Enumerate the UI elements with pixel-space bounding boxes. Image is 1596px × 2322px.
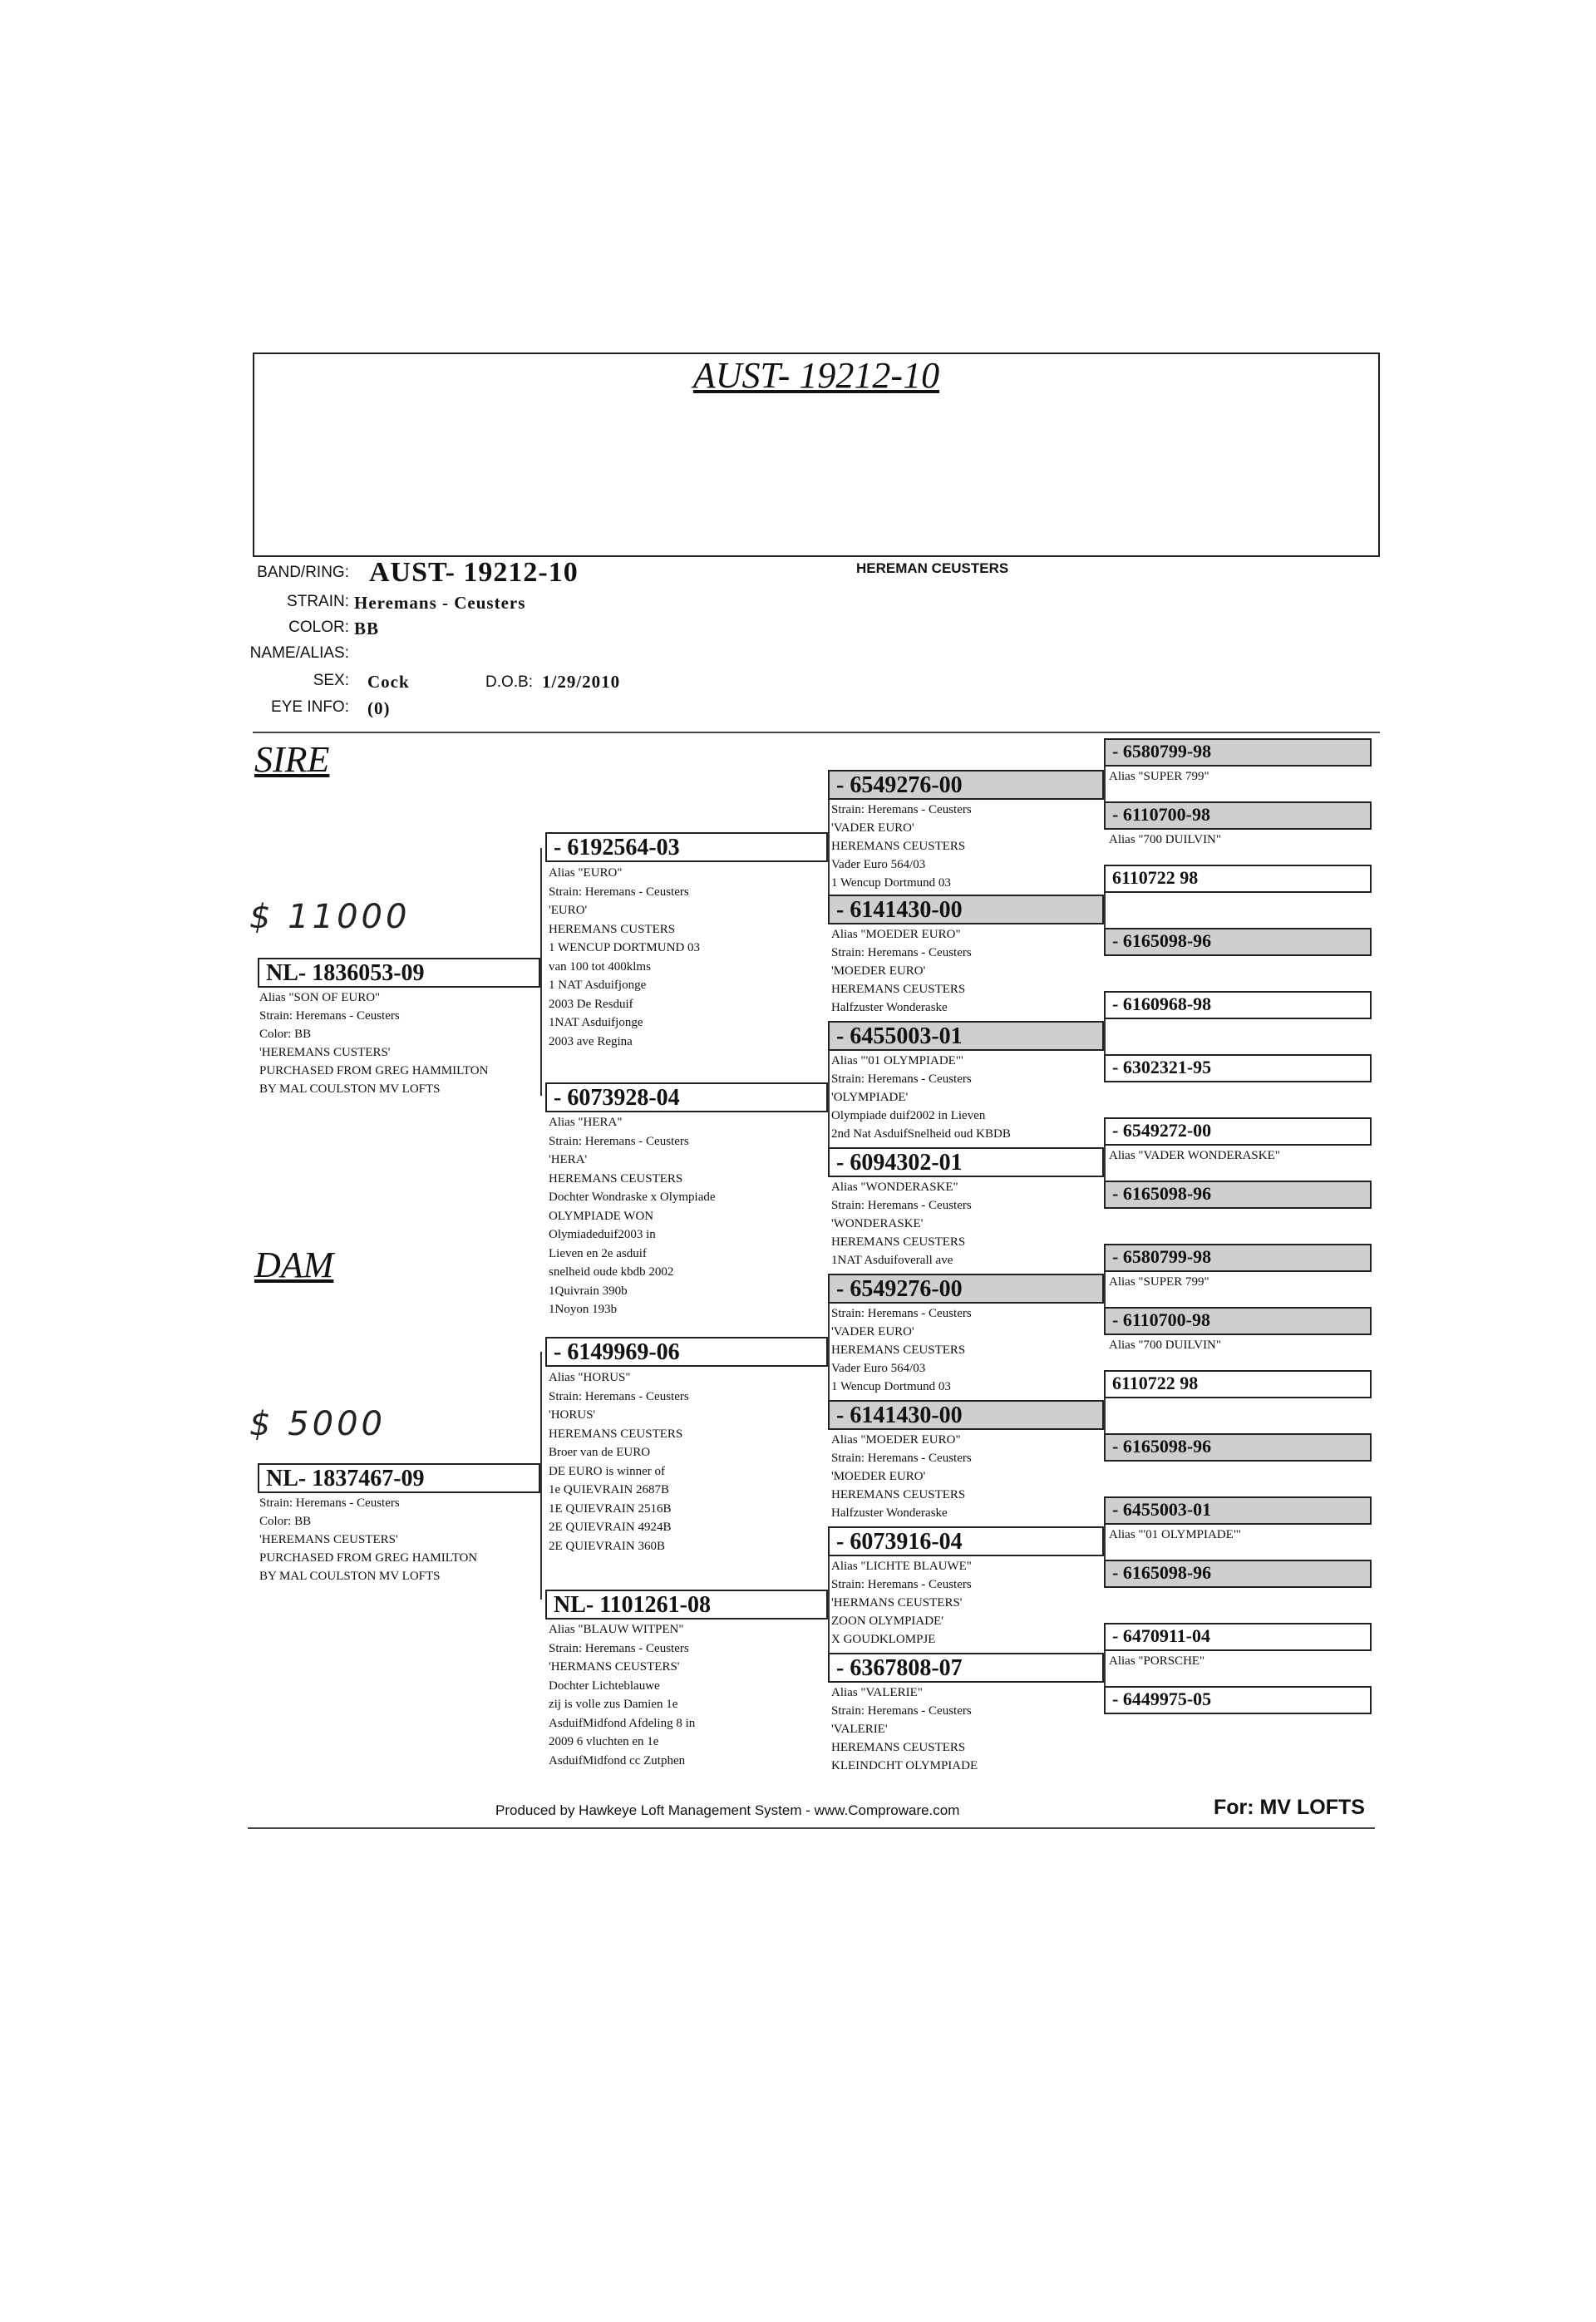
gen2-info-line: 1Quivrain 390b xyxy=(549,1284,628,1298)
gen2-info xyxy=(549,1113,716,1319)
gen2-info-line: Strain: Heremans - Ceusters xyxy=(549,1389,689,1403)
page-title: AUST- 19212-10 xyxy=(692,355,940,396)
dam-ring-box: NL- 1837467-09 xyxy=(258,1463,540,1493)
sire-price: $ 11000 xyxy=(249,898,411,936)
gen2-info-line: 2003 ave Regina xyxy=(549,1034,633,1048)
gen3-info-line: HEREMANS CEUSTERS xyxy=(831,1741,966,1754)
gen4-ring-box: - 6165098-96 xyxy=(1104,1433,1372,1462)
gen4-ring-box: - 6110700-98 xyxy=(1104,801,1372,830)
sire-section-label: SIRE xyxy=(254,739,330,780)
gen2-info-line: van 100 tot 400klms xyxy=(549,959,651,974)
gen3-ring-box: - 6141430-00 xyxy=(828,895,1104,924)
gen3-info-line: Strain: Heremans - Ceusters xyxy=(831,1199,972,1212)
gen2-info-line: 1 WENCUP DORTMUND 03 xyxy=(549,941,701,954)
gen2-info-line: OLYMPIADE WON xyxy=(549,1209,654,1223)
gen2-info-line: Dochter Wondraske x Olympiade xyxy=(549,1191,716,1204)
gen2-info-line: 1e QUIEVRAIN 2687B xyxy=(549,1483,669,1496)
gen3-info-line: 2nd Nat AsduifSnelheid oud KBDB xyxy=(831,1127,1011,1141)
gen3-info-line: Strain: Heremans - Ceusters xyxy=(831,946,972,959)
breeder-name: HEREMAN CEUSTERS xyxy=(856,560,1009,576)
gen3-info-line: Olympiade duif2002 in Lieven xyxy=(831,1109,986,1122)
gen2-ring-box: - 6149969-06 xyxy=(545,1337,828,1367)
gen4-alias: Alias "700 DUILVIN" xyxy=(1109,833,1222,846)
gen4-alias: Alias "'01 OLYMPIADE"' xyxy=(1109,1528,1241,1541)
sire-info-line: 'HEREMANS CUSTERS' xyxy=(259,1046,391,1059)
gen4-ring-box: - 6580799-98 xyxy=(1104,1244,1372,1272)
gen2-info-line: 'HORUS' xyxy=(549,1408,596,1422)
gen2-info-line: Broer van de EURO xyxy=(549,1446,651,1459)
gen2-info xyxy=(549,864,700,1051)
gen3-ring-box: - 6455003-01 xyxy=(828,1021,1104,1051)
gen2-info-line: AsduifMidfond Afdeling 8 in xyxy=(549,1716,696,1730)
gen3-info-line: HEREMANS CEUSTERS xyxy=(831,983,966,996)
sire-info-line: BY MAL COULSTON MV LOFTS xyxy=(259,1082,441,1096)
gen2-ring-box: - 6192564-03 xyxy=(545,832,828,862)
gen3-info-line: Vader Euro 564/03 xyxy=(831,1362,926,1375)
gen3-info-line: 'WONDERASKE' xyxy=(831,1217,924,1230)
gen2-info-line: Lieven en 2e asduif xyxy=(549,1246,647,1260)
gen4-ring-box: - 6449975-05 xyxy=(1104,1686,1372,1714)
gen3-info-line: 'OLYMPIADE' xyxy=(831,1091,909,1104)
gen3-info-line: Strain: Heremans - Ceusters xyxy=(831,803,972,816)
gen4-ring-box: - 6455003-01 xyxy=(1104,1496,1372,1525)
gen2-info-line: HEREMANS CEUSTERS xyxy=(549,1427,683,1441)
gen3-info-line: 'HERMANS CEUSTERS' xyxy=(831,1596,963,1610)
gen3-info-line: Alias "'01 OLYMPIADE"' xyxy=(831,1054,963,1067)
gen3-ring-box: - 6549276-00 xyxy=(828,770,1104,800)
gen3-info xyxy=(831,1052,1011,1143)
gen3-info xyxy=(831,1684,978,1775)
band-label: BAND/RING: xyxy=(257,564,349,581)
gen2-info-line: 'EURO' xyxy=(549,904,588,917)
gen3-info-line: 1NAT Asduifoverall ave xyxy=(831,1254,953,1267)
gen4-ring-box: - 6165098-96 xyxy=(1104,928,1372,956)
gen3-ring-box: - 6141430-00 xyxy=(828,1400,1104,1430)
connector-line xyxy=(826,785,830,910)
gen4-alias: Alias "PORSCHE" xyxy=(1109,1654,1205,1668)
band-value: AUST- 19212-10 xyxy=(369,557,579,588)
gen3-info-line: ZOON OLYMPIADE' xyxy=(831,1615,943,1628)
sire-info xyxy=(259,988,488,1098)
dam-section-label: DAM xyxy=(254,1245,334,1285)
gen2-info-line: Alias "BLAUW WITPEN" xyxy=(549,1623,684,1636)
gen2-info-line: HEREMANS CUSTERS xyxy=(549,922,676,936)
gen2-info-line: 1E QUIEVRAIN 2516B xyxy=(549,1501,672,1516)
gen2-info-line: zij is volle zus Damien 1e xyxy=(549,1698,678,1711)
gen3-info-line: 'MOEDER EURO' xyxy=(831,964,926,978)
gen3-info-line: Alias "LICHTE BLAUWE" xyxy=(831,1560,972,1573)
footer-for: For: MV LOFTS xyxy=(1214,1796,1365,1819)
sire-ring-box: NL- 1836053-09 xyxy=(258,958,540,988)
gen3-info xyxy=(831,801,972,892)
gen3-info-line: X GOUDKLOMPJE xyxy=(831,1633,936,1646)
dam-price: $ 5000 xyxy=(249,1405,386,1443)
footer-divider xyxy=(248,1827,1375,1829)
gen4-ring-box: - 6160968-98 xyxy=(1104,991,1372,1019)
dam-info-line: Strain: Heremans - Ceusters xyxy=(259,1496,400,1510)
gen3-info-line: Alias "WONDERASKE" xyxy=(831,1181,958,1194)
gen4-ring-box: - 6302321-95 xyxy=(1104,1054,1372,1082)
gen4-alias: Alias "SUPER 799" xyxy=(1109,1275,1209,1289)
dam-info-line: BY MAL COULSTON MV LOFTS xyxy=(259,1570,441,1583)
gen2-info xyxy=(549,1620,695,1770)
connector-line xyxy=(539,1352,542,1600)
gen2-info-line: Olymiadeduif2003 in xyxy=(549,1228,656,1241)
gen2-info-line: Strain: Heremans - Ceusters xyxy=(549,1641,689,1655)
sire-info-line: Strain: Heremans - Ceusters xyxy=(259,1009,400,1023)
gen4-ring-box: - 6165098-96 xyxy=(1104,1181,1372,1209)
gen3-info-line: 1 Wencup Dortmund 03 xyxy=(831,1380,951,1393)
gen2-ring-box: NL- 1101261-08 xyxy=(545,1590,828,1619)
gen3-info-line: HEREMANS CEUSTERS xyxy=(831,840,966,853)
gen2-info-line: 1Noyon 193b xyxy=(549,1303,618,1316)
gen2-info-line: AsduifMidfond cc Zutphen xyxy=(549,1753,686,1767)
gen3-info xyxy=(831,1178,972,1269)
sire-info-line: Alias "SON OF EURO" xyxy=(259,991,381,1004)
gen3-info xyxy=(831,925,972,1017)
gen2-info-line: 2009 6 vluchten en 1e xyxy=(549,1735,659,1748)
gen2-info-line: snelheid oude kbdb 2002 xyxy=(549,1265,674,1279)
gen3-info-line: KLEINDCHT OLYMPIADE xyxy=(831,1759,978,1772)
eye-label: EYE INFO: xyxy=(271,698,349,716)
gen2-info-line: 1 NAT Asduifjonge xyxy=(549,979,647,992)
gen3-info-line: Halfzuster Wonderaske xyxy=(831,1001,948,1014)
gen3-info-line: 1 Wencup Dortmund 03 xyxy=(831,876,951,890)
gen2-info-line: 2E QUIEVRAIN 360B xyxy=(549,1539,665,1553)
gen3-info-line: Strain: Heremans - Ceusters xyxy=(831,1704,972,1718)
gen3-info-line: 'VADER EURO' xyxy=(831,1325,914,1338)
dam-info-line: PURCHASED FROM GREG HAMILTON xyxy=(259,1551,478,1565)
connector-line xyxy=(539,848,542,1096)
gen2-info-line: 2003 De Resduif xyxy=(549,997,633,1011)
gen4-ring-box: - 6549272-00 xyxy=(1104,1117,1372,1146)
name-alias-label: NAME/ALIAS: xyxy=(249,644,349,662)
gen4-ring-box: - 6165098-96 xyxy=(1104,1560,1372,1588)
gen3-info-line: Halfzuster Wonderaske xyxy=(831,1506,948,1520)
gen4-ring-box: - 6470911-04 xyxy=(1104,1623,1372,1651)
gen2-info-line: DE EURO is winner of xyxy=(549,1464,665,1478)
gen4-ring-box: - 6580799-98 xyxy=(1104,738,1372,767)
gen4-ring-box: - 6110700-98 xyxy=(1104,1307,1372,1335)
gen2-info-line: Strain: Heremans - Ceusters xyxy=(549,1134,689,1148)
gen2-info-line: Alias "EURO" xyxy=(549,866,623,880)
gen3-info xyxy=(831,1304,972,1396)
gen4-alias: Alias "700 DUILVIN" xyxy=(1109,1338,1222,1352)
gen3-info-line: Vader Euro 564/03 xyxy=(831,858,926,871)
strain-label: STRAIN: xyxy=(287,593,349,610)
sex-label: SEX: xyxy=(313,672,349,689)
sex-value: Cock xyxy=(367,672,410,692)
gen3-info-line: 'MOEDER EURO' xyxy=(831,1470,926,1483)
sire-info-line: PURCHASED FROM GREG HAMMILTON xyxy=(259,1064,489,1077)
gen2-info-line: 'HERMANS CEUSTERS' xyxy=(549,1660,680,1674)
eye-value: (0) xyxy=(367,698,391,718)
dob-value: 1/29/2010 xyxy=(542,672,621,692)
color-label: COLOR: xyxy=(288,619,349,636)
color-value: BB xyxy=(354,619,380,638)
gen3-ring-box: - 6094302-01 xyxy=(828,1147,1104,1177)
gen3-info xyxy=(831,1431,972,1522)
gen4-ring-box: 6110722 98 xyxy=(1104,865,1372,893)
gen2-info-line: Alias "HORUS" xyxy=(549,1371,631,1384)
dam-info xyxy=(259,1494,477,1585)
gen2-info-line: HEREMANS CEUSTERS xyxy=(549,1171,683,1186)
gen3-info xyxy=(831,1557,972,1649)
gen3-info-line: HEREMANS CEUSTERS xyxy=(831,1488,966,1501)
gen3-info-line: Strain: Heremans - Ceusters xyxy=(831,1578,972,1591)
gen2-info xyxy=(549,1368,689,1555)
gen3-info-line: 'VADER EURO' xyxy=(831,821,914,835)
gen4-alias: Alias "SUPER 799" xyxy=(1109,770,1209,783)
gen2-info-line: Dochter Lichteblauwe xyxy=(549,1679,660,1693)
gen3-info-line: Strain: Heremans - Ceusters xyxy=(831,1072,972,1086)
gen3-info-line: Alias "MOEDER EURO" xyxy=(831,928,961,941)
footer-produced-by: Produced by Hawkeye Loft Management System - www.Comproware.com xyxy=(495,1802,960,1818)
dob-label: D.O.B: xyxy=(485,673,534,691)
dam-info-line: Color: BB xyxy=(259,1515,312,1528)
gen3-ring-box: - 6549276-00 xyxy=(828,1274,1104,1304)
gen3-info-line: HEREMANS CEUSTERS xyxy=(831,1343,966,1357)
gen3-ring-box: - 6367808-07 xyxy=(828,1653,1104,1683)
gen2-info-line: Strain: Heremans - Ceusters xyxy=(549,885,689,899)
gen4-alias: Alias "VADER WONDERASKE" xyxy=(1109,1149,1280,1162)
dam-info-line: 'HEREMANS CEUSTERS' xyxy=(259,1533,398,1546)
gen2-info-line: Alias "HERA" xyxy=(549,1116,623,1129)
gen3-info-line: HEREMANS CEUSTERS xyxy=(831,1235,966,1249)
gen2-info-line: 2E QUIEVRAIN 4924B xyxy=(549,1521,672,1534)
gen2-ring-box: - 6073928-04 xyxy=(545,1082,828,1112)
gen3-info-line: Strain: Heremans - Ceusters xyxy=(831,1307,972,1320)
gen2-info-line: 'HERA' xyxy=(549,1153,588,1166)
strain-value: Heremans - Ceusters xyxy=(354,593,526,613)
gen2-info-line: 1NAT Asduifjonge xyxy=(549,1016,643,1029)
sire-info-line: Color: BB xyxy=(259,1028,312,1041)
gen3-info-line: Alias "VALERIE" xyxy=(831,1686,923,1699)
gen3-info-line: Alias "MOEDER EURO" xyxy=(831,1433,961,1447)
header-divider xyxy=(253,732,1380,733)
gen3-ring-box: - 6073916-04 xyxy=(828,1526,1104,1556)
gen3-info-line: Strain: Heremans - Ceusters xyxy=(831,1452,972,1465)
gen3-info-line: 'VALERIE' xyxy=(831,1723,888,1736)
gen4-ring-box: 6110722 98 xyxy=(1104,1370,1372,1398)
